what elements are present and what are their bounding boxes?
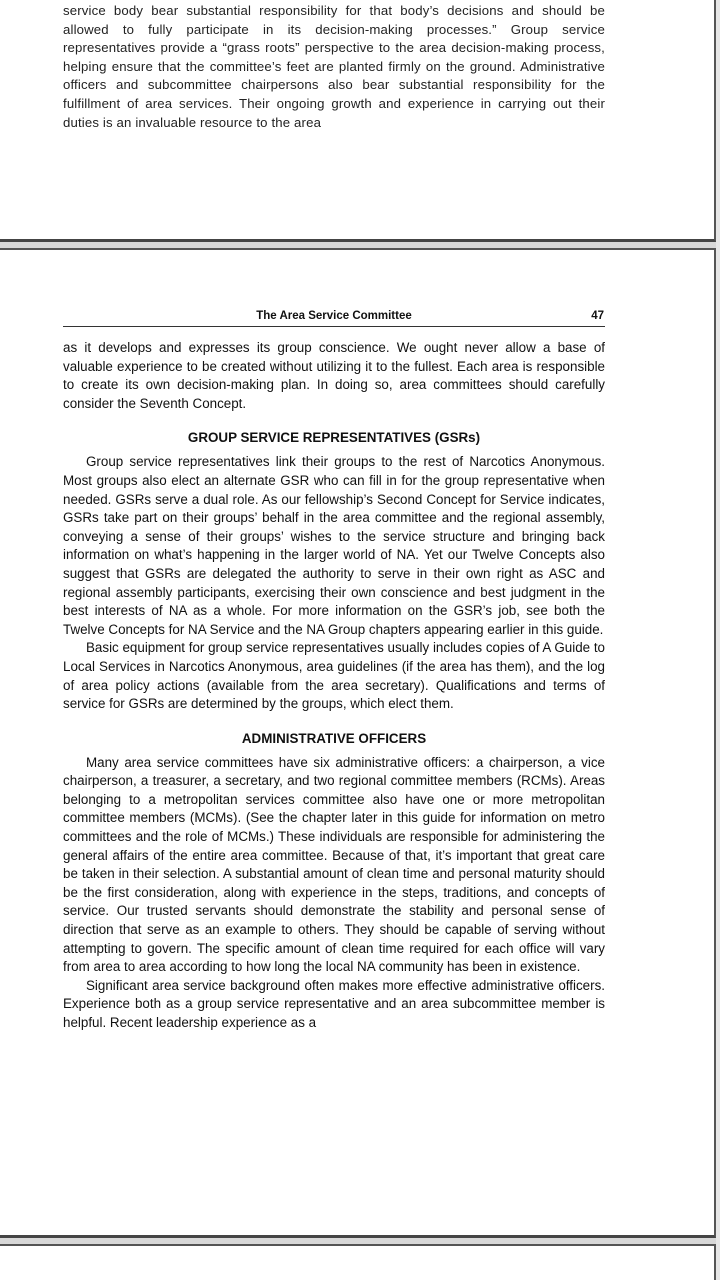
next-page — [0, 1244, 716, 1280]
previous-page-paragraph: service body bear substantial responsibility for that body’s decisions and should be allowed to fully participate in its decision-making processes.” Group service representatives provide a “grass roots” perspective to the area decision-making process, helping ensure that the committee’s feet are planted firmly on the ground. Administrative officers and subcommittee chairpersons also bear substantial responsibility for the fulfillment of area services. Their ongoing growth and experience in carrying out their duties is an invaluable resource to the area — [63, 3, 605, 130]
running-head — [63, 308, 605, 327]
page-body — [63, 339, 605, 1033]
officers-paragraph-2: Significant area service background often makes more effective administrative officers. Experience both as a group service representative and an area subcommittee member is helpful. Recent leadership experience as a — [63, 977, 605, 1030]
page-number: 47 — [591, 310, 604, 322]
gsr-paragraph-1: Group service representatives link their groups to the rest of Narcotics Anonymous. Most groups also elect an alternate GSR who can fill in for the group representative when needed. GSRs serve a dual role. As our fellowship’s Second Concept for Service indicates, GSRs take part on their groups’ behalf in the area committee and the regional assembly, conveying a sense of their groups’ wishes to the service structure and bringing back information on what’s happening in the larger world of NA. Yet our Twelve Concepts also suggest that GSRs are delegated the authority to serve in their own right as ASC and regional assembly participants, exercising their own conscience and best judgment in the best interests of NA as a whole. For more information on the GSR’s job, see both the Twelve Concepts for NA Service and the NA Group chapters appearing earlier in this guide. — [63, 454, 605, 637]
gsr-section-heading: GROUP SERVICE REPRESENTATIVES (GSRs) — [187, 430, 481, 446]
opening-paragraph: as it develops and expresses its group conscience. We ought never allow a base of valuable experience to be created without utilizing it to the fullest. Each area is responsible to create its own decision-making plan. In doing so, area committees should carefully consider the Seventh Concept. — [63, 340, 605, 411]
document-page-47 — [0, 248, 716, 1238]
previous-page — [0, 0, 716, 242]
officers-section-heading: ADMINISTRATIVE OFFICERS — [241, 730, 427, 746]
running-head-title: The Area Service Committee — [256, 310, 412, 322]
gsr-paragraph-2: Basic equipment for group service representatives usually includes copies of A Guide to Local Services in Narcotics Anonymous, area guidelines (if the area has them), and the log of area policy actions (available from the area secretary). Qualifications and terms of service for GSRs are determined by the groups, which elect them. — [63, 640, 605, 712]
officers-paragraph-1: Many area service committees have six administrative officers: a chairperson, a vice chairperson, a treasurer, a secretary, and two regional committee members (RCMs). Areas belonging to a metropolitan services committee also have one or more metropolitan committee members (MCMs). (See the chapter later in this guide for information on metro committees and the role of MCMs.) These individuals are responsible for administering the general affairs of the entire area committee. Because of that, it’s important that great care be taken in their selection. A substantial amount of clean time and personal maturity should be the first consideration, along with experience in the steps, traditions, and concepts of service. Our trusted servants should demonstrate the stability and personal sense of direction that serve as an example to others. They should be capable of serving without attempting to govern. The specific amount of clean time required for each office will vary from area to area according to how long the local NA community has been in existence. — [63, 754, 605, 975]
previous-page-text — [63, 2, 605, 132]
